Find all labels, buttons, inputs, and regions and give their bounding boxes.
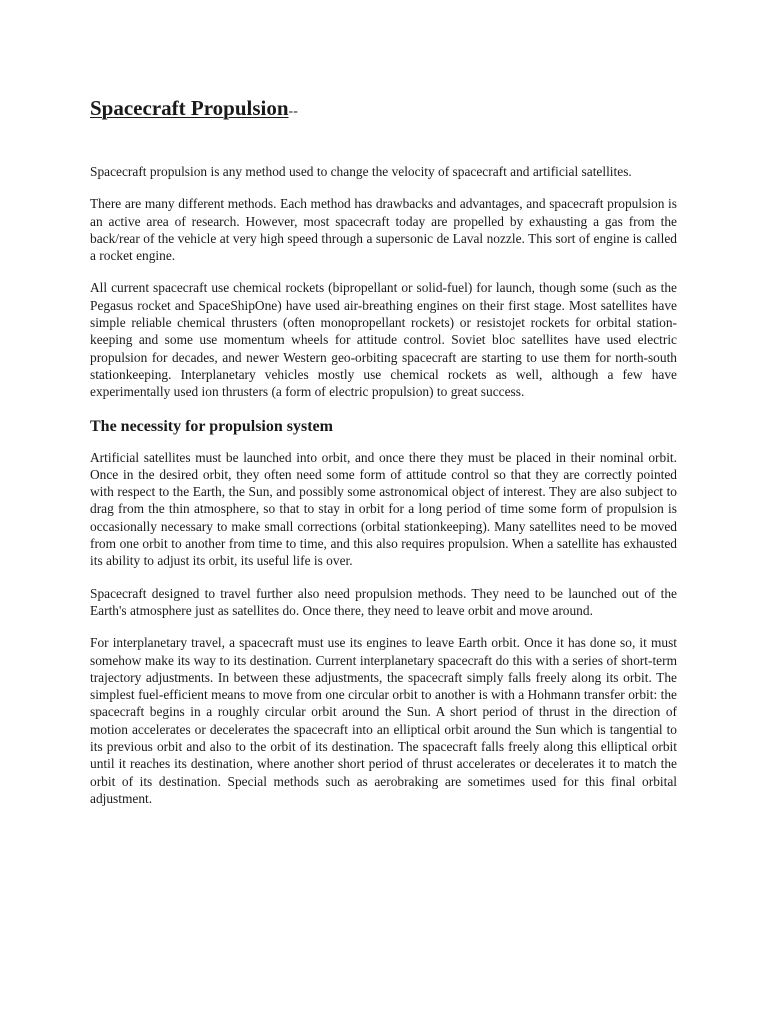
intro-paragraph-3: All current spacecraft use chemical rockets (bipropellant or solid-fuel) for launch, though some (such as the Pegasus rocket and SpaceShipOne) have used air-breathing engines on their first stage. Most satellites have simple reliable chemical thrusters (often monopropellant rockets) or resistojet rockets for orbital station-keeping and some use momentum wheels for attitude control. Soviet bloc satellites have used electric propulsion for decades, and newer Western geo-orbiting spacecraft are starting to use them for north-south stationkeeping. Interplanetary vehicles mostly use chemical rockets as well, although a few have experimentally used ion thrusters (a form of electric propulsion) to great success. <box>90 280 677 400</box>
document-title-suffix: -- <box>288 104 298 119</box>
intro-paragraph-1: Spacecraft propulsion is any method used to change the velocity of spacecraft and artificial satellites. <box>90 164 632 179</box>
document-title <box>90 94 677 126</box>
section-paragraph-3: For interplanetary travel, a spacecraft must use its engines to leave Earth orbit. Once it has done so, it must somehow make its way to its destination. Current interplanetary spacecraft do this with a series of short-term trajectory adjustments. In between these adjustments, the spacecraft simply falls freely along its orbit. The simplest fuel-efficient means to move from one circular orbit to another is with a Hohmann transfer orbit: the spacecraft begins in a roughly circular orbit around the Sun. A short period of thrust in the direction of motion accelerates or decelerates the spacecraft into an elliptical orbit around the Sun which is tangential to its previous orbit and also to the orbit of its destination. The spacecraft falls freely along this elliptical orbit until it reaches its destination, where another short period of thrust accelerates or decelerates it to match the orbit of its destination. Special methods such as aerobraking are sometimes used for this final orbital adjustment. <box>90 635 677 806</box>
section-paragraph-1: Artificial satellites must be launched into orbit, and once there they must be placed in their nominal orbit. Once in the desired orbit, they often need some form of attitude control so that they are correctly pointed with respect to the Earth, the Sun, and possibly some astronomical object of interest. They are also subject to drag from the thin atmosphere, so that to stay in orbit for a long period of time some form of propulsion is occasionally necessary to make small corrections (orbital stationkeeping). Many satellites need to be moved from one orbit to another from time to time, and this also requires propulsion. When a satellite has exhausted its ability to adjust its orbit, its useful life is over. <box>90 449 677 569</box>
document-title-text: Spacecraft Propulsion <box>90 96 289 120</box>
section-paragraph-2: Spacecraft designed to travel further also need propulsion methods. They need to be launched out of the Earth's atmosphere just as satellites do. Once there, they need to leave orbit and move around. <box>90 585 677 618</box>
document-page <box>90 94 677 807</box>
intro-paragraph-2: There are many different methods. Each method has drawbacks and advantages, and spacecraft propulsion is an active area of research. However, most spacecraft today are propelled by exhausting a gas from the back/rear of the vehicle at very high speed through a supersonic de Laval nozzle. This sort of engine is called a rocket engine. <box>90 196 677 264</box>
section-heading: The necessity for propulsion system <box>90 417 333 435</box>
